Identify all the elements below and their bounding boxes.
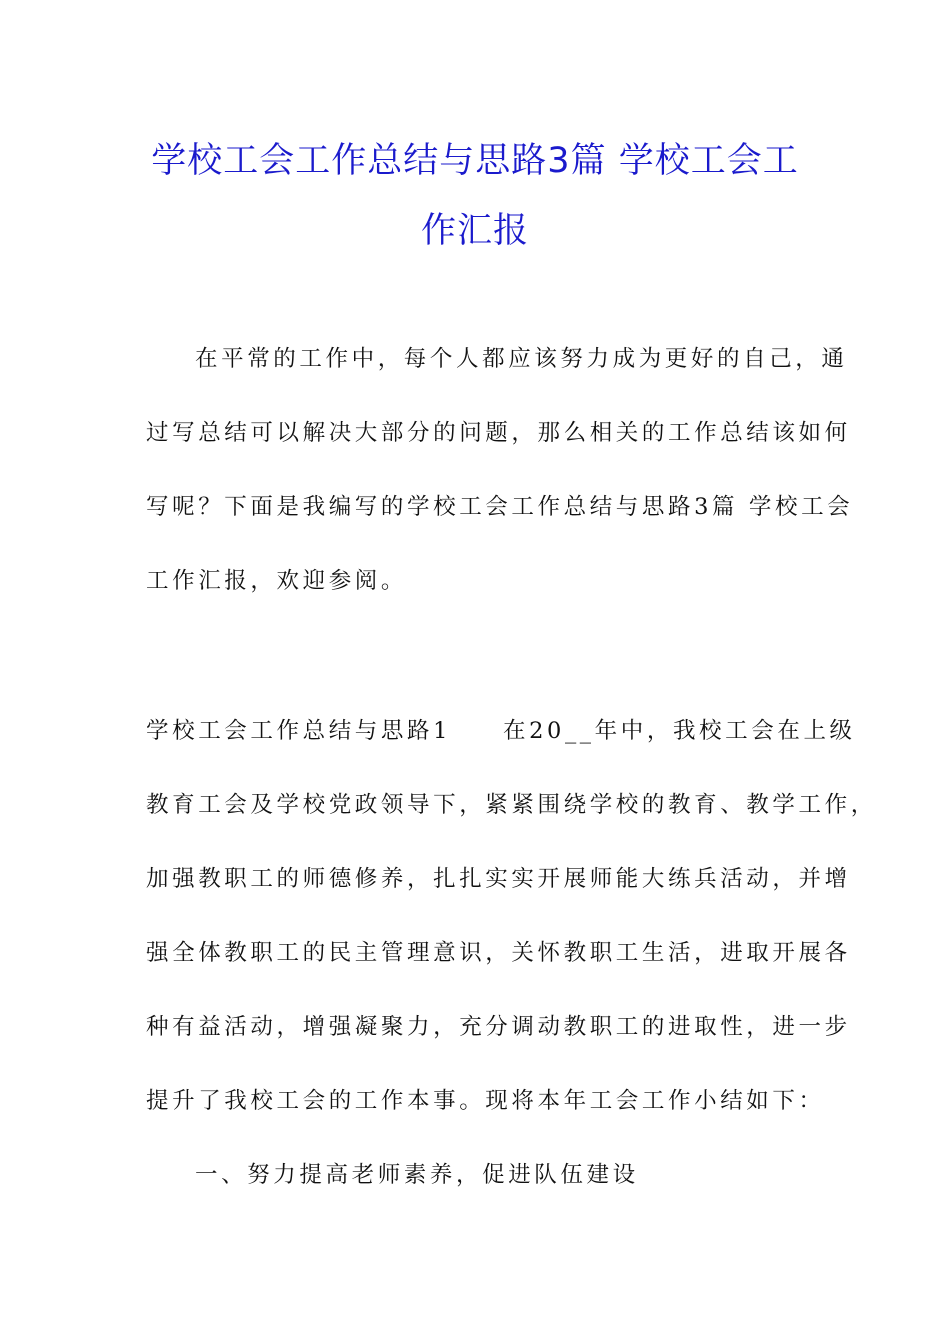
intro-line: 工作汇报，欢迎参阅。 (146, 568, 408, 594)
intro-line: 写呢？下面是我编写的学校工会工作总结与思路3篇 学校工会 (146, 494, 854, 520)
section-1-line: 教育工会及学校党政领导下，紧紧围绕学校的教育、教学工作， (146, 792, 877, 818)
subheading-1: 一、努力提高老师素养，促进队伍建设 (195, 1162, 639, 1188)
section-1-opening: 在20__年中，我校工会在上级 (503, 718, 856, 744)
section-1-line: 加强教职工的师德修养，扎扎实实开展师能大练兵活动，并增 (146, 866, 851, 892)
document-title-line-2: 作汇报 (420, 211, 529, 251)
section-1-first-line (146, 716, 856, 746)
intro-line: 在平常的工作中，每个人都应该努力成为更好的自己，通 (195, 346, 848, 372)
intro-line: 过写总结可以解决大部分的问题，那么相关的工作总结该如何 (146, 420, 851, 446)
section-1-line: 种有益活动，增强凝聚力，充分调动教职工的进取性，进一步 (146, 1014, 851, 1040)
section-1-heading: 学校工会工作总结与思路1 (146, 718, 452, 744)
section-1-line: 强全体教职工的民主管理意识，关怀教职工生活，进取开展各 (146, 940, 851, 966)
document-title-line-1: 学校工会工作总结与思路3篇 学校工会工 (151, 141, 799, 181)
section-1-line: 提升了我校工会的工作本事。现将本年工会工作小结如下： (146, 1088, 825, 1114)
